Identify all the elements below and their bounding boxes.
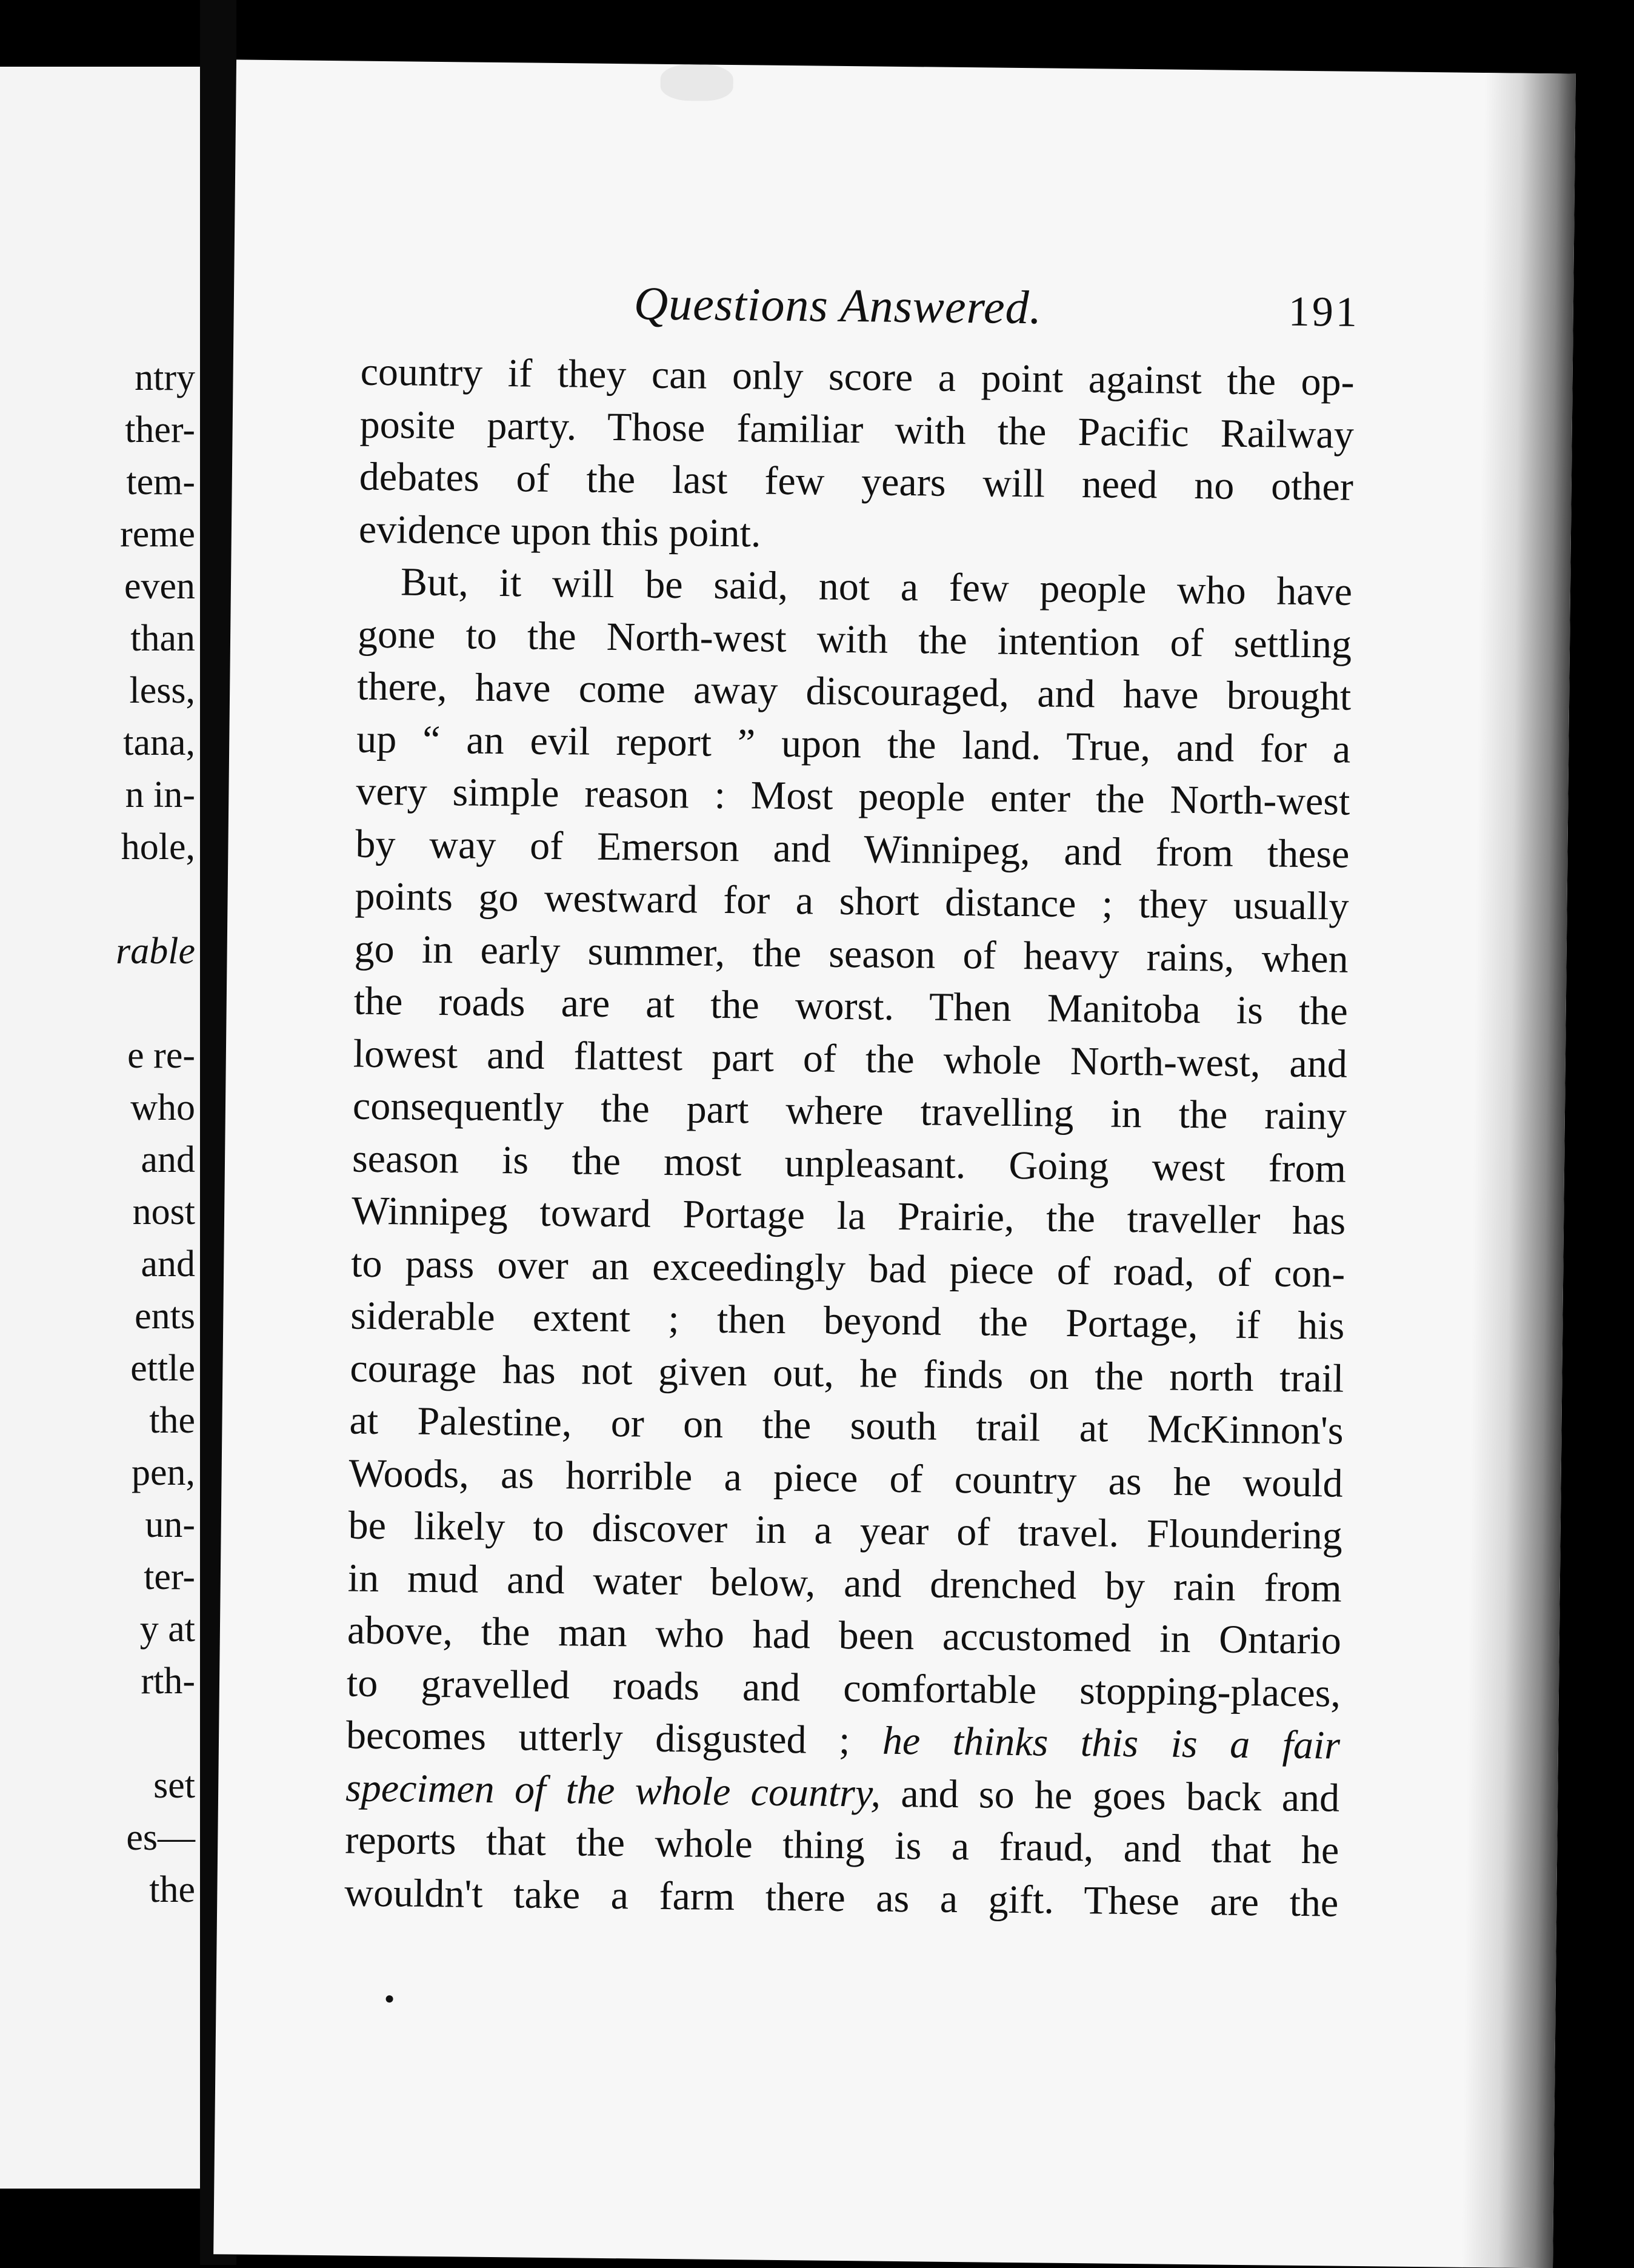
fragment-line: and: [141, 1139, 195, 1180]
text-line: be likely to discover in a year of travel. Floundering: [348, 1503, 1343, 1558]
current-page: [213, 59, 1576, 2268]
fragment-line: ter-: [144, 1556, 195, 1597]
fragment-line: who: [130, 1087, 195, 1128]
fragment-line: the: [149, 1869, 195, 1910]
fragment-line: es—: [126, 1817, 195, 1858]
text-line: [346, 1709, 1341, 1772]
page-edge-shadow: [1462, 73, 1576, 2268]
fragment-line: rable: [116, 931, 195, 972]
fragment-line: hole,: [121, 826, 195, 868]
fragment-line: even: [124, 566, 195, 607]
page-number: 191: [1288, 288, 1360, 336]
text-line: Woods, as horrible a piece of country as he would: [348, 1451, 1343, 1506]
fragment-line: rth-: [141, 1661, 195, 1702]
fragment-line: set: [153, 1765, 195, 1806]
text-line: debates of the last few years will need no other: [359, 454, 1354, 509]
text-line: wouldn't take a farm there as a gift. These are the: [344, 1870, 1339, 1925]
text-line: points go westward for a short distance ; they usually: [355, 874, 1349, 929]
fragment-line: pen,: [131, 1452, 195, 1493]
fragment-line: reme: [120, 513, 195, 555]
text-line: reports that the whole thing is a fraud, and that he: [344, 1818, 1339, 1873]
text-line: consequently the part where travelling in the rainy: [352, 1083, 1347, 1139]
text-line: above, the man who had been accustomed in Ontario: [347, 1608, 1342, 1663]
text-line: gone to the North-west with the intention of settling: [357, 612, 1352, 667]
running-head: [233, 259, 1458, 345]
fragment-line: ntry: [135, 357, 195, 398]
fragment-gap: [1, 1707, 195, 1759]
fragment-line: tem-: [126, 461, 195, 503]
text-line: Winnipeg toward Portage la Prairie, the traveller has: [351, 1188, 1346, 1243]
fragment-line: tana,: [123, 722, 195, 763]
text-line: But, it will be said, not a few people who have: [400, 560, 1353, 614]
fragment-gap: [1, 873, 195, 925]
text-line: to gravelled roads and comfortable stopping-places,: [346, 1660, 1341, 1716]
ink-speck: [386, 1995, 393, 2002]
fragment-line: y at: [139, 1608, 195, 1650]
text-line: siderable extent ; then beyond the Portage, if his: [350, 1293, 1345, 1348]
paper-tear: [660, 64, 733, 101]
text-line: country if they can only score a point against the op-: [360, 349, 1355, 404]
fragment-line: ettle: [130, 1348, 195, 1389]
fragment-gap: [1, 977, 195, 1029]
fragment-line: than: [130, 618, 195, 659]
text-segment: becomes utterly disgusted ;: [345, 1713, 850, 1763]
text-line: the roads are at the worst. Then Manitoba is the: [353, 978, 1349, 1034]
fragment-line: n in-: [125, 774, 195, 815]
text-line: to pass over an exceedingly bad piece of road, of con-: [350, 1241, 1346, 1296]
italic-segment: he thinks this is a fair: [882, 1718, 1341, 1768]
fragment-line: un-: [145, 1504, 195, 1545]
previous-page: [0, 67, 200, 2189]
fragment-line: the: [149, 1400, 195, 1441]
fragment-line: less,: [129, 670, 195, 711]
running-head-title: Questions Answered.: [633, 276, 1042, 334]
text-line: lowest and flattest part of the whole North-west, and: [353, 1031, 1348, 1086]
text-line: courage has not given out, he finds on the north trail: [350, 1346, 1344, 1401]
text-line: go in early summer, the season of heavy rains, when: [354, 926, 1349, 982]
fragment-line: and: [141, 1243, 195, 1285]
text-line: there, have come away discouraged, and have brought: [356, 664, 1352, 719]
text-segment: and so he goes back and: [880, 1771, 1340, 1821]
text-line: in mud and water below, and drenched by rain from: [347, 1555, 1342, 1611]
previous-page-text: [1, 352, 195, 1916]
fragment-line: e re-: [127, 1035, 195, 1076]
fragment-line: ents: [135, 1296, 195, 1337]
italic-segment: specimen of the whole country,: [345, 1765, 881, 1816]
fragment-line: nost: [132, 1191, 195, 1233]
fragment-line: ther-: [125, 409, 195, 450]
text-line: up “ an evil report ” upon the land. True, and for a: [356, 717, 1351, 772]
text-line: posite party. Those familiar with the Pacific Railway: [359, 402, 1355, 457]
text-line: by way of Emerson and Winnipeg, and from these: [355, 821, 1350, 877]
text-line: at Palestine, or on the south trail at McKinnon's: [349, 1398, 1344, 1453]
body-text: [344, 346, 1355, 1930]
text-line: very simple reason : Most people enter the North-west: [356, 769, 1350, 824]
text-line: season is the most unpleasant. Going west from: [352, 1136, 1347, 1191]
text-line: evidence upon this point.: [358, 507, 761, 556]
